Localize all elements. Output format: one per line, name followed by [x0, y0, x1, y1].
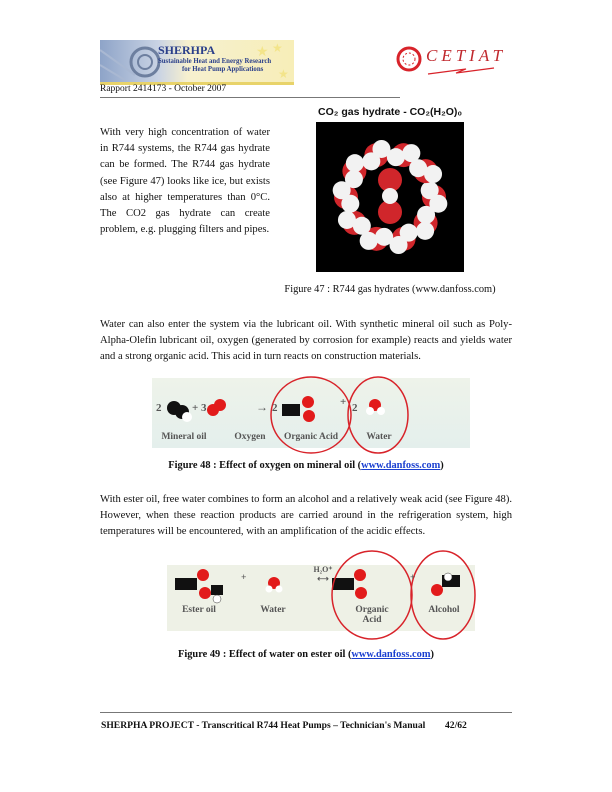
paragraph-ester-oil: With ester oil, free water combines to form an alcohol and a relatively weak acid (see Figure 48). However, when these reaction products are carried around in the refrigeration system, high temperatures will be encountered, with an amplification of the acidic effects. [100, 494, 512, 538]
label-mineral-oil: Mineral oil [161, 432, 207, 442]
label-ester-oil: Ester oil [182, 605, 216, 615]
molecule-atom [345, 170, 363, 188]
footer-title: SHERPHA PROJECT - Transcritical R744 Heat Pumps – Technician's Manual [101, 720, 426, 731]
molecule-atom [421, 181, 439, 199]
heat-pump-image [100, 40, 160, 82]
caption-text: Figure 49 : Effect of water on ester oil ( [178, 649, 352, 660]
header-rule [100, 97, 400, 98]
caption-suffix: ) [440, 460, 444, 471]
coef-water: 2 [352, 402, 358, 414]
molecule-atom [387, 148, 405, 166]
molecule-atom [409, 159, 427, 177]
caption-suffix: ) [430, 649, 434, 660]
svg-text:★: ★ [278, 67, 289, 81]
molecule-atom [353, 217, 371, 235]
cetiat-wordmark: CETIAT [426, 46, 507, 65]
label-oxygen: Oxygen [234, 432, 266, 442]
caption-text: Figure 48 : Effect of oxygen on mineral oil ( [168, 460, 362, 471]
figure-47-gas-hydrate-image [316, 122, 464, 272]
figure-48-image [152, 378, 470, 448]
cetiat-emblem-icon [394, 44, 424, 74]
plus-water: + [241, 573, 247, 583]
reaction-arrow: → [256, 400, 268, 414]
molecule-atom [341, 195, 359, 213]
banner-subtitle-1: Sustainable Heat and Energy Research [158, 58, 272, 65]
label-organic-acid: Organic Acid [355, 605, 389, 625]
molecule-atom [400, 224, 418, 242]
danfoss-link[interactable]: www.danfoss.com [351, 649, 431, 660]
plus-water: + [340, 396, 347, 408]
figure-47-title: CO₂ gas hydrate - CO₂(H₂O)₀ [318, 106, 463, 118]
figure-49-image [167, 565, 475, 631]
plus-oxygen: + 3 [192, 402, 207, 414]
footer-rule [100, 712, 512, 713]
molecule-atom [375, 228, 393, 246]
page-number: 42/62 [445, 720, 467, 731]
molecule-atom [417, 206, 435, 224]
sherhpa-banner [100, 40, 294, 85]
figure-47-caption: Figure 47 : R744 gas hydrates (www.danfoss.com) [284, 284, 496, 295]
banner-title: SHERHPA [158, 43, 216, 57]
svg-text:★: ★ [272, 42, 283, 55]
plus-alcohol: + [410, 573, 416, 583]
molecule-atom [346, 154, 364, 172]
label-water: Water [260, 605, 286, 615]
banner-subtitle-2: for Heat Pump Applications [182, 66, 264, 73]
paragraph-lubricant-oil: Water can also enter the system via the lubricant oil. With synthetic mineral oil such as Poly-Alpha-Olefin lubricant oil, oxygen (generated by corrosion for example) reacts and yields water and a strong organic acid. This acid in turn reacts on construction materials. [100, 319, 512, 363]
report-line: Rapport 2414173 - October 2007 [100, 84, 227, 94]
svg-text:★: ★ [256, 45, 269, 60]
figure-49-caption [100, 649, 512, 660]
cetiat-logo [386, 40, 516, 80]
reaction-arrow: H₂O⁺ ⟷ [313, 565, 333, 583]
figure-48-caption [100, 460, 512, 471]
molecule-atom [362, 152, 380, 170]
molecule-atom [416, 222, 434, 240]
paragraph-gas-hydrate: With very high concentration of water in R744 systems, the R744 gas hydrate can be formed. The R744 gas hydrate (see Figure 47) looks like ice, but exists also at higher temperatures than 0°C. The CO2 gas hydrate can create problem, e.g. plugging filters and pipes. [100, 127, 270, 236]
molecule-atom [382, 188, 398, 204]
coef-mineral-oil: 2 [156, 402, 162, 414]
danfoss-link[interactable]: www.danfoss.com [361, 460, 441, 471]
label-alcohol: Alcohol [428, 605, 460, 615]
label-organic-acid: Organic Acid [283, 432, 339, 442]
label-water: Water [366, 432, 392, 442]
cetiat-swoosh [426, 66, 496, 76]
coef-organic-acid: 2 [272, 402, 278, 414]
